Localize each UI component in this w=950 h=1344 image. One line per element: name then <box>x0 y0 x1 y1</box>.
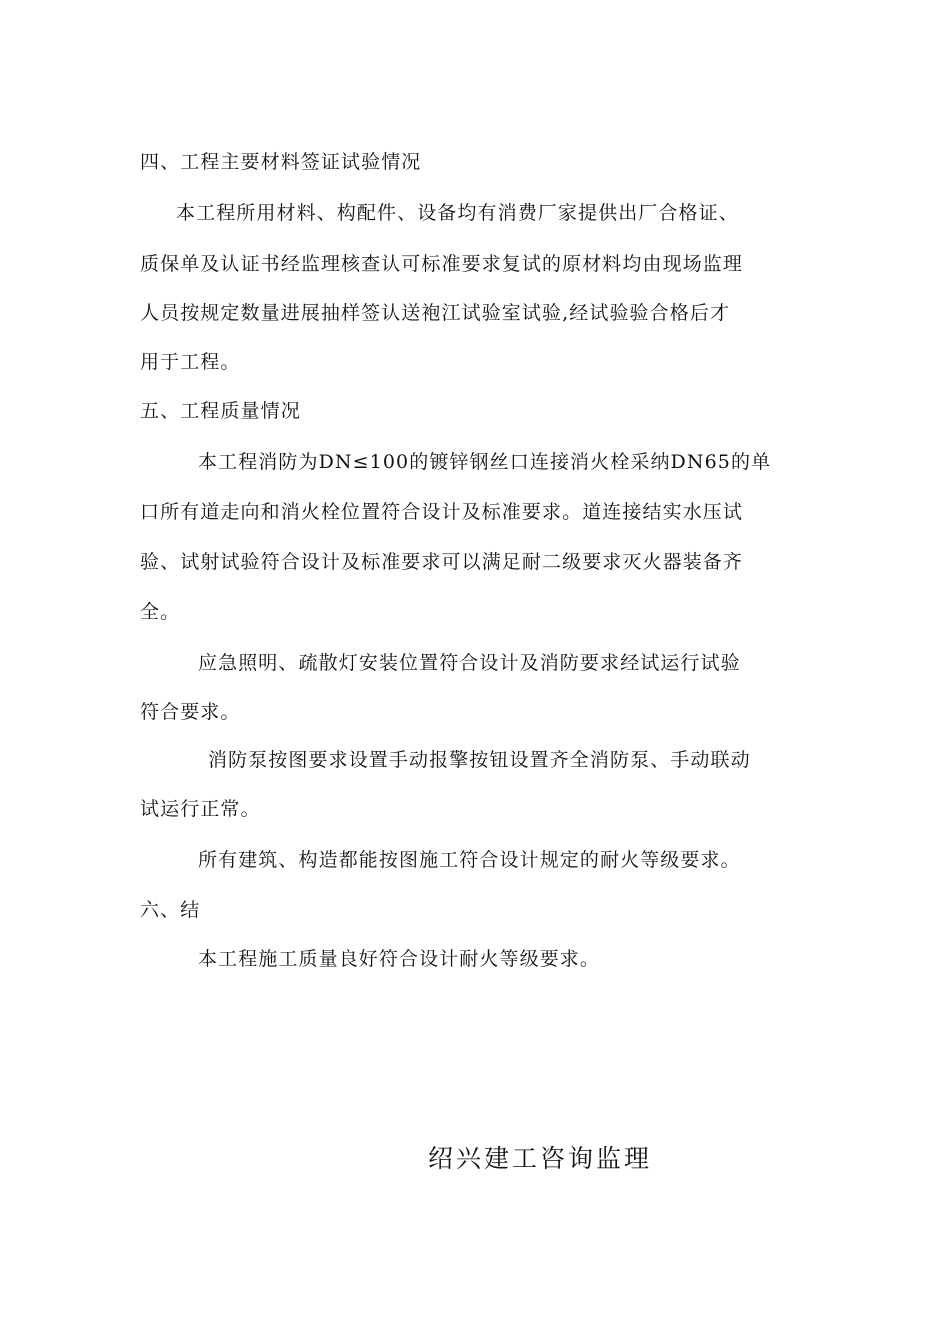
section-6-line-1: 本工程施工质量良好符合设计耐火等级要求。 <box>198 948 601 970</box>
section-5-p3-line-1: 消防泵按图要求设置手动报擎按钮设置齐全消防泵、手动联动 <box>208 749 751 771</box>
section-5-p1-line-4: 全。 <box>140 601 181 623</box>
section-5-p2-line-1: 应急照明、疏散灯安装位置符合设计及消防要求经试运行试验 <box>198 652 741 674</box>
section-5-p1-line-2: 口所有道走向和消火栓位置符合设计及标准要求。道连接结实水压试 <box>140 501 744 523</box>
section-4-line-1: 本工程所用材料、构配件、设备均有消费厂家提供出厂合格证、 <box>176 202 739 224</box>
section-5-heading: 五、工程质量情况 <box>140 400 301 422</box>
signature-organization: 绍兴建工咨询监理 <box>428 1144 653 1173</box>
section-5-p2-line-2: 符合要求。 <box>140 701 241 723</box>
section-4-line-2: 质保单及认证书经监理核查认可标准要求复试的原材料均由现场监理 <box>140 253 744 275</box>
section-5-p4-line-1: 所有建筑、构造都能按图施工符合设计规定的耐火等级要求。 <box>198 849 741 871</box>
section-5-p3-line-2: 试运行正常。 <box>140 798 261 820</box>
section-5-p1-line-3: 验、试射试验符合设计及标准要求可以满足耐二级要求灭火器装备齐 <box>140 551 744 573</box>
section-4-line-4: 用于工程。 <box>140 351 241 373</box>
section-4-heading: 四、工程主要材料签证试验情况 <box>140 151 422 173</box>
section-4-line-3: 人员按规定数量进展抽样签认送袍江试验室试验,经试验验合格后才 <box>140 302 731 324</box>
section-6-heading: 六、结 <box>140 899 201 921</box>
section-5-p1-line-1: 本工程消防为DN≤100的镀锌钢丝口连接消火栓采纳DN65的单 <box>198 451 772 473</box>
